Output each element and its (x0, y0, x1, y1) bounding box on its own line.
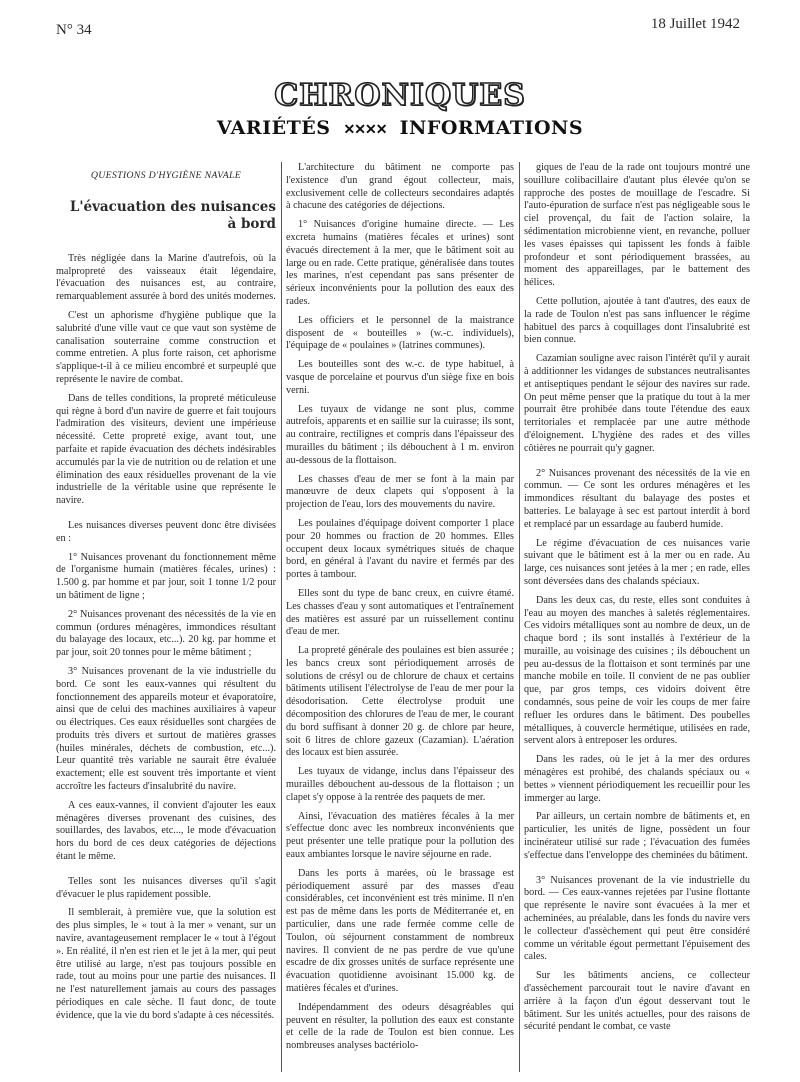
paragraph: Dans les rades, où le jet à la mer des ordures ménagères est prohibé, des chalands spéciaux ou « bettes » viennent périodiquement les recueillir pour les immerger au large. (524, 754, 750, 804)
paragraph: Les tuyaux de vidange ne sont plus, comme autrefois, apparents et en saillie sur la cuirasse; ils sont, au contraire, rectilignes et compris dans l'épaisseur des murailles du bâtiment ; ils débouchent à 1 m. environ au-dessous de la flottaison. (286, 403, 514, 466)
paragraph: 2° Nuisances provenant des nécessités de la vie en commun (ordures ménagères, immondices résultant du balayage des locaux, etc...). 20 kg. par homme et par jour, soit 20 tonnes pour le même bâtiment ; (56, 608, 276, 659)
section-heading: QUESTIONS D'HYGIÈNE NAVALE (90, 170, 242, 181)
paragraph: Cazamian souligne avec raison l'intérêt qu'il y aurait à additionner les vidanges de substances neutralisantes et antiseptiques pendant le séjour des navires sur rade. On peut même penser que la pratique du tout à la mer pourrait être prohibée dans toute l'étendue des eaux territoriales et remplacée par une autre méthode d'éloignement. L'hygiène des rades et des villes côtières ne pourrait qu'y gagner. (524, 353, 750, 454)
paragraph: Les chasses d'eau de mer se font à la main par manœuvre de deux clapets qui s'opposent à la projection de l'eau, lors des mouvements du navire. (286, 473, 514, 511)
masthead-subtitle (0, 117, 800, 139)
masthead-word-right: INFORMATIONS (399, 117, 584, 139)
masthead-title: CHRONIQUES (274, 78, 526, 113)
article-title-line-1: L'évacuation des nuisances (69, 198, 276, 215)
page-header (56, 10, 740, 36)
paragraph: Sur les bâtiments anciens, ce collecteur d'assèchement parcourait tout le navire d'avant en arrière à la façon d'un égout desservant tout le bâtiment. Sur les unités actuelles, pour des raisons de sécurité pendant le combat, ce vaste (524, 970, 750, 1033)
paragraph: Telles sont les nuisances diverses qu'il s'agit d'évacuer le plus rapidement possible. (56, 875, 276, 900)
column-rule-1 (281, 162, 282, 1072)
paragraph: 2° Nuisances provenant des nécessités de la vie en commun. — Ce sont les ordures ménagères et les immondices résultant du balayage des postes et batteries. Le balayage à sec est partout interdit à bord et remplacé par un essardage au fauberd humide. (524, 467, 750, 530)
paragraph: Cette pollution, ajoutée à tant d'autres, des eaux de la rade de Toulon n'est pas sans influencer le régime habituel des parcs à coquillages dont l'insalubrité est bien connue. (524, 295, 750, 346)
masthead (0, 78, 800, 139)
paragraph: Les poulaines d'équipage doivent comporter 1 place pour 20 hommes ou fraction de 20 hommes. Elles occupent deux locaux symétriques situés de chaque bord, en général à l'avant du navire et fermés par des portes à tambour. (286, 517, 514, 581)
paragraph: 1° Nuisances d'origine humaine directe. — Les excreta humains (matières fécales et urines) sont évacués directement à la mer, que le bâtiment soit au large ou en rade. Cette pratique, généralisée dans toutes les marines, n'est cependant pas sans présenter de sérieux inconvénients pour la pollution des eaux des rades. (286, 219, 514, 307)
paragraph: C'est un aphorisme d'hygiène publique que la salubrité d'une ville vaut ce que vaut son système de canalisation souterraine comme construction et comme entretien. A plus forte raison, cet aphorisme s'applique-t-il à ce milieu encombré et surpeuplé que représente le navire de combat. (56, 309, 276, 385)
paragraph: Les officiers et le personnel de la maistrance disposent de « bouteilles » (w.-c. individuels), l'équipage de « poulaines » (latrines communes). (286, 314, 514, 352)
column-1 (56, 162, 276, 1029)
paragraph: Elles sont du type de banc creux, en cuivre étamé. Les chasses d'eau y sont automatiques et l'entraînement des matières est assuré par un ruissellement continu d'eau de mer. (286, 587, 514, 638)
article-title (56, 199, 276, 233)
paragraph: L'architecture du bâtiment ne comporte pas l'existence d'un grand égout collecteur, mais, exclusivement celle de collecteurs secondaires adaptés à chacune des catégories de déjections. (286, 162, 514, 212)
paragraph: 1° Nuisances provenant du fonctionnement même de l'organisme humain (matières fécales, urines) : 1.500 g. par homme et par jour, soit 1 tonne 1/2 pour un bâtiment de ligne ; (56, 551, 276, 601)
paragraph: Très négligée dans la Marine d'autrefois, où la malpropreté des vaisseaux était légendaire, l'évacuation des nuisances est, au contraire, remarquablement assurée à bord des unités modernes. (56, 252, 276, 303)
column-rule-2 (519, 162, 520, 1072)
paragraph: Les tuyaux de vidange, inclus dans l'épaisseur des murailles débouchent au-dessous de la flottaison ; un clapet s'y oppose à la rentrée des paquets de mer. (286, 766, 514, 803)
paragraph: Ainsi, l'évacuation des matières fécales à la mer s'effectue donc avec les nombreux inconvénients que peut présenter une telle pratique pour la pollution des eaux ambiantes lorsque le navire séjourne en rade. (286, 810, 514, 861)
paragraph: Par ailleurs, un certain nombre de bâtiments et, en particulier, les unités de ligne, possèdent un four incinérateur utilisé sur rade ; l'évacuation des fumées s'effectue dans l'enveloppe des cheminées du bâtiment. (524, 811, 750, 861)
paragraph: Dans les deux cas, du reste, elles sont conduites à l'eau au moyen des manches à saletés réglementaires. Ces vidoirs métalliques sont au nombre de deux, un de chaque bord ; ils sont installés à l'extérieur de la muraille, au voisinage des cuisines ; ils débouchent un peu au-dessus de la flottaison et sont terminés par une manche mobile en toile. Il convient de ne pas oublier que, par gros temps, ces vidoirs doivent être condamnés, sous peine de voir les coups de mer faire refluer les ordures dans le bâtiment. Des poubelles métalliques, à couvercle hermétique, utilisées en rade, servent alors à entreposer les ordures. (524, 594, 750, 747)
paragraph: Dans de telles conditions, la propreté méticuleuse qui règne à bord d'un navire de guerre et fait toujours l'admiration des visiteurs, devient une impérieuse nécessité. Cette propreté exige, avant tout, une parfaite et rapide évacuation des déchets indésirables accumulés par la vie de nutrition ou de relation et une élimination des eaux résiduelles provenant de la vie industrielle de la véritable usine que représente le navire. (56, 392, 276, 507)
paragraph: Il semblerait, à première vue, que la solution est des plus simples, le « tout à la mer » venant, sur un navire, avantageusement remplacer le « tout à l'égout ». En réalité, il n'en est rien et le jet à la mer, qui peut être utilisé au large, n'est pas toujours possible en rade, tout au moins pour une partie des nuisances. Il ne l'est naturellement jamais au cours des passages périodiques en cale sèche. Il faut donc, de toute évidence, que la vie du bord s'adapte à ces nécessités. (56, 907, 276, 1021)
paragraph: La propreté générale des poulaines est bien assurée ; les bancs creux sont périodiquement arrosés de solutions de crésyl ou de chlorure de chaux et certains bâtiments utilisent l'électrolyse de l'eau de mer pour la désodorisation. Cette électrolyse produit une décomposition des chlorures de l'eau de mer, le courant du bord suffisant à donner 20 g. de chlore par heure, soit 6 litres de chlore gazeux (Cazamian). L'aération des locaux est bien assurée. (286, 645, 514, 759)
masthead-ornament: ✕✕✕✕ (343, 122, 387, 138)
article-title-line-2: à bord (227, 215, 276, 232)
issue-date: 18 Juillet 1942 (650, 16, 740, 32)
paragraph: Indépendamment des odeurs désagréables qui peuvent en résulter, la pollution des eaux est constante et celle de la rade de Toulon est bien connue. Les nombreuses analyses bactériolo- (286, 1001, 514, 1052)
column-2 (286, 162, 514, 1059)
column-3 (524, 162, 750, 1040)
paragraph: A ces eaux-vannes, il convient d'ajouter les eaux ménagères diverses provenant des cuisines, des souillardes, des lavabos, etc..., le mode d'évacuation hors du bord de ces deux catégories de déjections étant le même. (56, 799, 276, 863)
paragraph: Le régime d'évacuation de ces nuisances varie suivant que le bâtiment est à la mer ou en rade. Au large, ces nuisances sont jetées à la mer ; en rade, elles sont déversées dans des chalands spéciaux. (524, 537, 750, 587)
paragraph: Dans les ports à marées, où le brassage est périodiquement assuré par des masses d'eau considérables, cet inconvénient est très minime. Il n'en est pas de même dans les ports de Méditerranée et, en particulier, dans une rade fermée comme celle de Toulon, où séjournent constamment de nombreux navires. Il convient de ne pas perdre de vue qu'une escadre de dix grosses unités de surface représente une évacuation quotidienne avoisinant 15.000 kg. de matières fécales et d'urines. (286, 867, 514, 995)
issue-number: N° 34 (56, 22, 92, 38)
masthead-word-left: VARIÉTÉS (216, 117, 331, 139)
paragraph: giques de l'eau de la rade ont toujours montré une souillure colibacillaire d'autant plus élevée qu'on se rapproche des postes de mouillage de l'escadre. Si l'auto-épuration de surface n'est pas négligeable sous le ciel provençal, du fait de l'action solaire, la sédimentation microbienne vient, en revanche, polluer les vases épaisses qui tapissent les fonds à faible profondeur et sont périodiquement brassées, au moment des appareillages, par le battement des hélices. (524, 162, 750, 289)
paragraph: 3° Nuisances provenant de la vie industrielle du bord. Ce sont les eaux-vannes qui résultent du fonctionnement des appareils moteur et évaporatoire, ainsi que de celui des machines auxiliaires à vapeur ou électriques. Ces eaux résiduelles sont chargées de produits très divers et surtout de matières grasses (huiles minérales, déchets de combustion, etc...). Leur quantité très variable ne saurait être évaluée exactement; elle est souvent très importante et vient accroître les facteurs d'insalubrité du navire. (56, 665, 276, 793)
paragraph: 3° Nuisances provenant de la vie industrielle du bord. — Ces eaux-vannes rejetées par l'usine flottante que représente le navire sont évacuées à la mer et acheminées, au préalable, dans les fonds du navire vers le collecteur d'assèchement qui peut être considéré comme un véritable égout permettant l'épuisement des cales. (524, 874, 750, 963)
paragraph: Les bouteilles sont des w.-c. de type habituel, à vasque de porcelaine et pourvus d'un siège fixe en bois verni. (286, 359, 514, 396)
paragraph: Les nuisances diverses peuvent donc être divisées en : (56, 519, 276, 544)
